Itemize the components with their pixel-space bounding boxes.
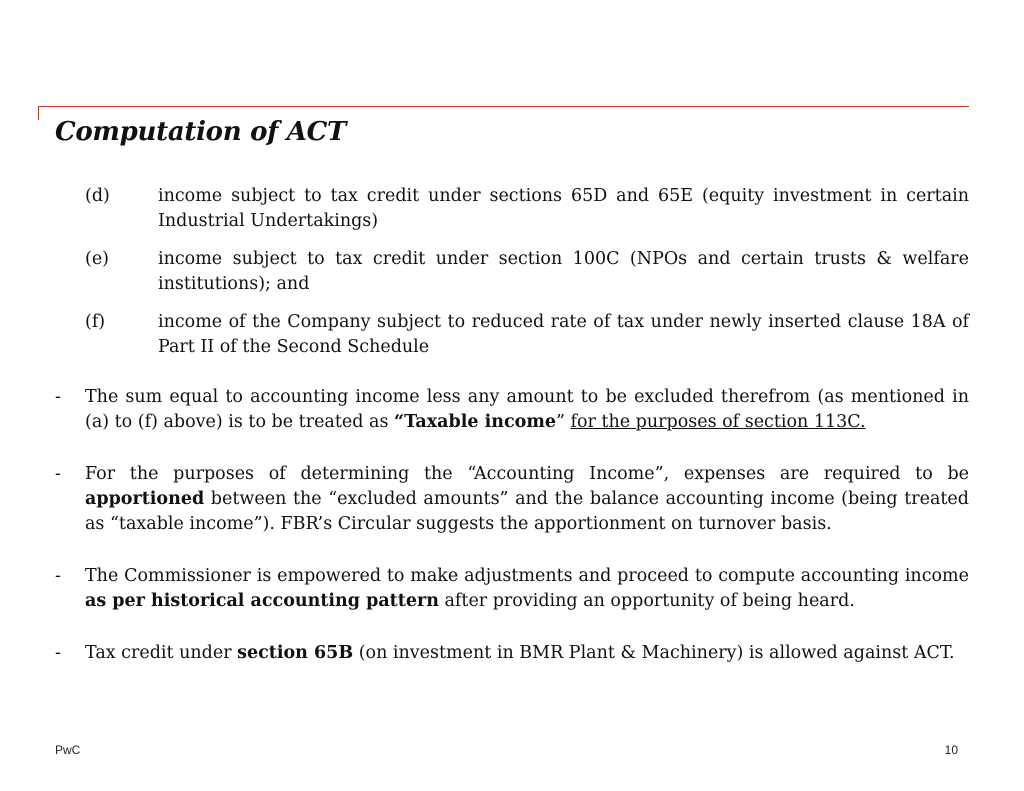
bullet-list <box>55 385 969 693</box>
bullet-text-part: (on investment in BMR Plant & Machinery) is allowed against ACT. <box>353 643 955 663</box>
bullet-dash: - <box>55 643 61 663</box>
bullet-text <box>85 564 969 614</box>
sub-item-label: (e) <box>85 249 110 269</box>
sub-item-f <box>85 310 969 360</box>
bullet-text-part: The sum equal to accounting income less any amount to be excluded therefrom (as mentioned in (a) to (f) above) is to be treated as <box>85 387 969 432</box>
bullet-bold-text: section 65B <box>237 643 354 663</box>
sub-item-list <box>85 184 969 373</box>
title-rule-horizontal <box>38 106 969 107</box>
bullet-bold-text: apportioned <box>85 489 205 509</box>
sub-item-text: income subject to tax credit under section 100C (NPOs and certain trusts & welfare institutions); and <box>158 249 969 294</box>
sub-item-e <box>85 247 969 297</box>
bullet-text <box>85 462 969 537</box>
footer-page-number: 10 <box>944 743 958 757</box>
bullet-text <box>85 385 969 435</box>
bullet-accounting-income <box>55 462 969 537</box>
bullet-text-part: The Commissioner is empowered to make adjustments and proceed to compute accounting income <box>85 566 969 586</box>
bullet-commissioner <box>55 564 969 614</box>
title-rule-vertical <box>38 106 39 120</box>
bullet-dash: - <box>55 387 61 407</box>
bullet-taxable-income <box>55 385 969 435</box>
sub-item-label: (f) <box>85 312 106 332</box>
footer-brand: PwC <box>55 743 81 757</box>
bullet-text-part: ” <box>556 412 571 432</box>
sub-item-d <box>85 184 969 234</box>
sub-item-text: income subject to tax credit under sections 65D and 65E (equity investment in certain Industrial Undertakings) <box>158 186 969 231</box>
bullet-bold-text: as per historical accounting pattern <box>85 591 439 611</box>
bullet-text <box>85 641 969 666</box>
bullet-dash: - <box>55 464 61 484</box>
bullet-text-part: after providing an opportunity of being heard. <box>438 591 855 611</box>
bullet-text-part: between the “excluded amounts” and the balance accounting income (being treated as “taxable income”). FBR’s Circular suggests the apportionment on turnover basis. <box>85 489 969 534</box>
bullet-underlined-text: for the purposes of section 113C. <box>570 412 866 432</box>
bullet-bold-text: “Taxable income <box>394 412 556 432</box>
bullet-text-part: Tax credit under <box>85 643 238 663</box>
bullet-text-part: For the purposes of determining the “Accounting Income”, expenses are required to be <box>85 464 969 484</box>
bullet-tax-credit <box>55 641 969 666</box>
slide-title: Computation of ACT <box>55 117 347 147</box>
sub-item-text: income of the Company subject to reduced rate of tax under newly inserted clause 18A of Part II of the Second Schedule <box>158 312 969 357</box>
bullet-dash: - <box>55 566 61 586</box>
sub-item-label: (d) <box>85 186 110 206</box>
